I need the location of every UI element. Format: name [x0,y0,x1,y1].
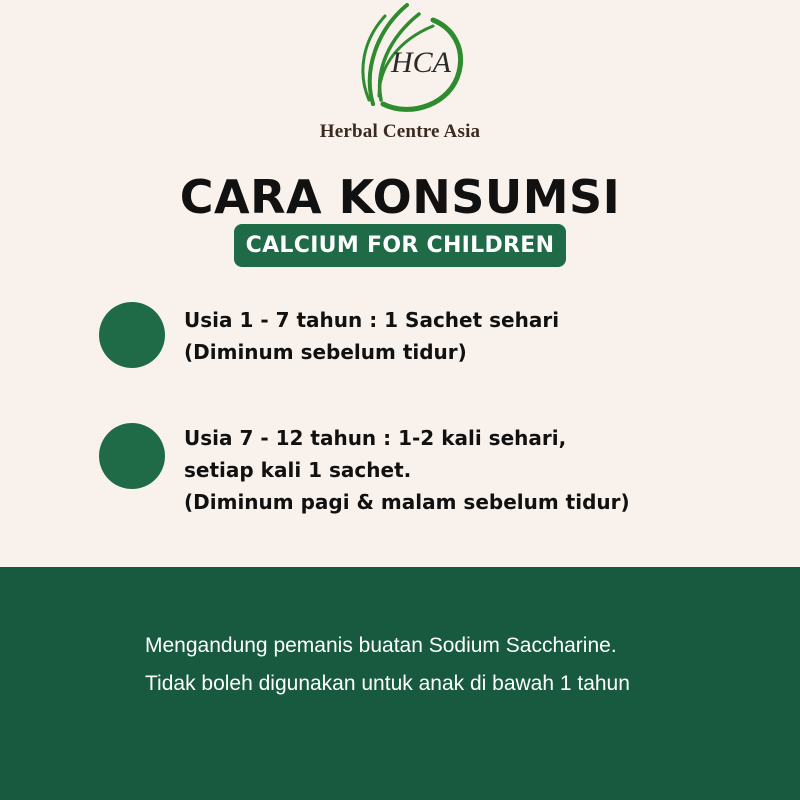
dosage-item-2 [184,422,630,518]
brand-name: Herbal Centre Asia [319,121,481,142]
sweetener-note: Mengandung pemanis buatan Sodium Saccharine. [145,634,617,657]
subtitle-label: CALCIUM FOR CHILDREN [245,233,555,258]
bullet-icon [99,423,165,489]
dosage-item-1 [184,304,559,368]
hca-logo [355,0,470,115]
bullet-icon [99,302,165,368]
page-title: CARA KONSUMSI [179,170,621,224]
dosage-line: Usia 1 - 7 tahun : 1 Sachet sehari [184,308,560,332]
dosage-line: setiap kali 1 sachet. [184,458,412,482]
footer-panel [0,567,800,800]
dosage-line: (Diminum sebelum tidur) [184,340,467,364]
age-warning-note: Tidak boleh digunakan untuk anak di bawah 1 tahun [145,672,630,695]
subtitle-badge [234,224,566,267]
dosage-line: Usia 7 - 12 tahun : 1-2 kali sehari, [184,426,567,450]
svg-text:HCA: HCA [391,46,451,79]
dosage-line: (Diminum pagi & malam sebelum tidur) [184,490,630,514]
